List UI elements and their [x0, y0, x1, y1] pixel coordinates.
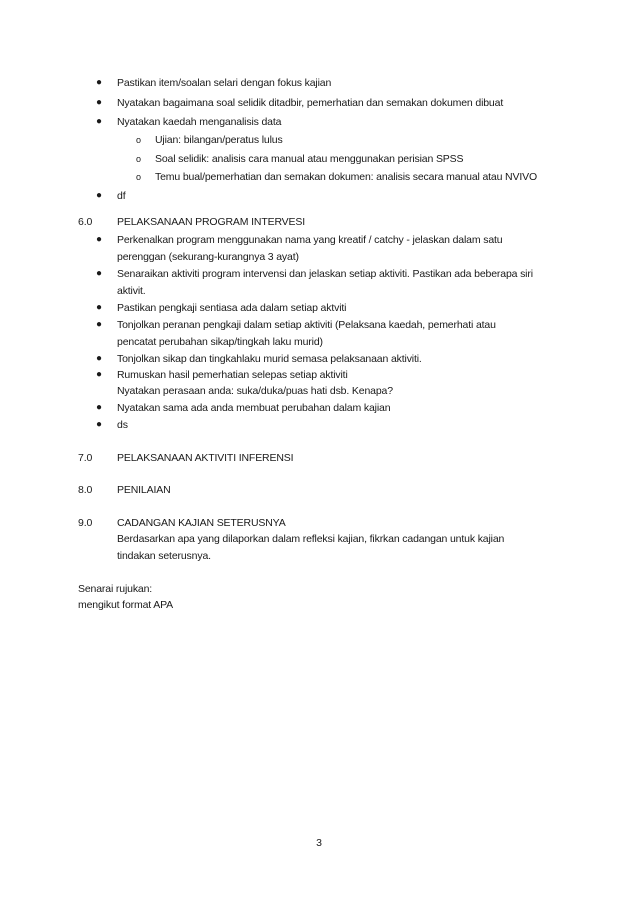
section-heading: CADANGAN KAJIAN SETERUSNYA — [117, 517, 286, 529]
list-item: Tonjolkan peranan pengkaji dalam setiap aktiviti (Pelaksana kaedah, pemerhati atau — [117, 319, 496, 331]
sub-bullet-circle: o — [136, 172, 141, 182]
list-item: Senaraikan aktiviti program intervensi dan jelaskan setiap aktiviti. Pastikan ada beberapa siri — [117, 268, 533, 280]
bullet-dot: ● — [96, 402, 102, 413]
bullet-dot: ● — [96, 419, 102, 430]
references-note: mengikut format APA — [78, 599, 173, 611]
sub-list-item: Soal selidik: analisis cara manual atau menggunakan perisian SPSS — [155, 153, 464, 165]
section-number: 9.0 — [78, 517, 93, 529]
list-item: Pastikan pengkaji sentiasa ada dalam setiap aktviti — [117, 302, 347, 314]
sub-list-item: Temu bual/pemerhatian dan semakan dokumen: analisis secara manual atau NVIVO — [155, 171, 537, 183]
section-heading: PENILAIAN — [117, 484, 171, 496]
section-number: 7.0 — [78, 452, 93, 464]
list-item: Nyatakan kaedah menganalisis data — [117, 116, 282, 128]
section-body: tindakan seterusnya. — [117, 550, 211, 562]
list-item: Perkenalkan program menggunakan nama yang kreatif / catchy - jelaskan dalam satu — [117, 234, 503, 246]
list-item-continuation: perenggan (sekurang-kurangnya 3 ayat) — [117, 251, 299, 263]
list-item: Tonjolkan sikap dan tingkahlaku murid semasa pelaksanaan aktiviti. — [117, 353, 422, 365]
page-number: 3 — [316, 837, 322, 849]
section-heading: PELAKSANAAN AKTIVITI INFERENSI — [117, 452, 294, 464]
section-body: Berdasarkan apa yang dilaporkan dalam refleksi kajian, fikrkan cadangan untuk kajian — [117, 533, 505, 545]
list-item: df — [117, 190, 126, 202]
list-item: Nyatakan bagaimana soal selidik ditadbir, pemerhatian dan semakan dokumen dibuat — [117, 97, 504, 109]
bullet-dot: ● — [96, 116, 102, 127]
bullet-dot: ● — [96, 302, 102, 313]
bullet-dot: ● — [96, 268, 102, 279]
section-heading: PELAKSANAAN PROGRAM INTERVESI — [117, 216, 306, 228]
list-item: ds — [117, 419, 128, 431]
references-heading: Senarai rujukan: — [78, 583, 153, 595]
sub-list-item: Ujian: bilangan/peratus lulus — [155, 134, 283, 146]
list-item-continuation: Nyatakan perasaan anda: suka/duka/puas hati dsb. Kenapa? — [117, 385, 393, 397]
list-item: Pastikan item/soalan selari dengan fokus kajian — [117, 77, 332, 89]
sub-bullet-circle: o — [136, 154, 141, 164]
bullet-dot: ● — [96, 77, 102, 88]
bullet-dot: ● — [96, 97, 102, 108]
bullet-dot: ● — [96, 319, 102, 330]
section-number: 8.0 — [78, 484, 93, 496]
sub-bullet-circle: o — [136, 135, 141, 145]
section-number: 6.0 — [78, 216, 93, 228]
list-item: Rumuskan hasil pemerhatian selepas setiap aktiviti — [117, 369, 348, 381]
bullet-dot: ● — [96, 190, 102, 201]
list-item-continuation: pencatat perubahan sikap/tingkah laku murid) — [117, 336, 323, 348]
bullet-dot: ● — [96, 369, 102, 380]
bullet-dot: ● — [96, 234, 102, 245]
bullet-dot: ● — [96, 353, 102, 364]
list-item-continuation: aktivit. — [117, 285, 146, 297]
list-item: Nyatakan sama ada anda membuat perubahan dalam kajian — [117, 402, 391, 414]
